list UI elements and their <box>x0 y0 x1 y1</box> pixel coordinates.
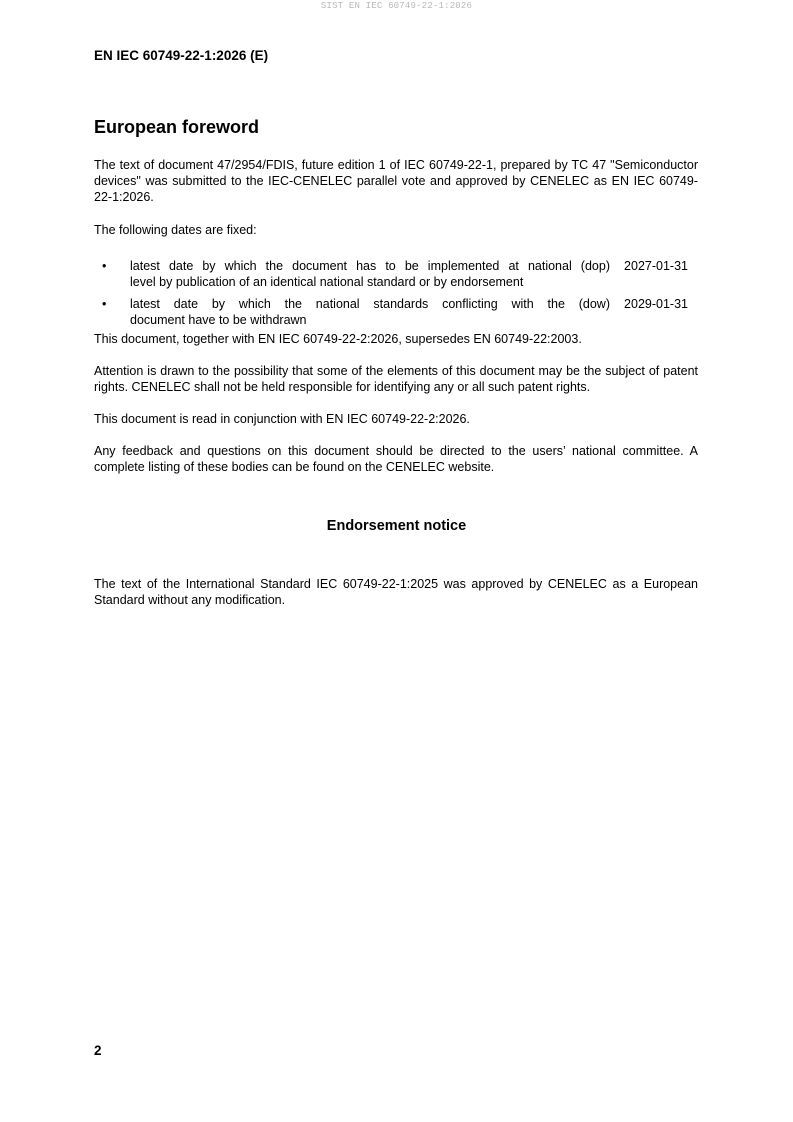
bullet-icon: • <box>102 297 107 311</box>
dates-row-line2: document have to be withdrawn <box>130 313 307 327</box>
dates-intro <box>94 222 698 238</box>
endorsement-title: Endorsement notice <box>326 518 467 534</box>
patent-text: Attention is drawn to the possibility that some of the elements of this document may be the subject of patent rights. CENELEC shall not be held responsible for identifying any or all such patent rights. <box>94 364 698 394</box>
foreword-intro-text: The text of document 47/2954/FDIS, future edition 1 of IEC 60749-22-1, prepared by TC 47 "Semiconductor devices" was submitted to the IEC-CENELEC parallel vote and approved by CENELEC as EN IEC 60749-22-1:2026. <box>94 158 698 204</box>
dates-row-dow <box>94 296 698 328</box>
conjunction-paragraph <box>94 411 698 427</box>
patent-paragraph <box>94 363 698 395</box>
dates-row-description <box>130 258 610 290</box>
dates-intro-text: The following dates are fixed: <box>94 223 257 237</box>
dates-row-date: 2027-01-31 <box>624 259 688 273</box>
dates-table <box>94 258 698 328</box>
feedback-text: Any feedback and questions on this document should be directed to the users’ national committee. A complete listing of these bodies can be found on the CENELEC website. <box>94 444 698 474</box>
dates-row-line1: latest date by which the document has to be implemented at national (dop) <box>130 259 610 273</box>
endorsement-paragraph <box>94 576 698 608</box>
endorsement-text: The text of the International Standard IEC 60749-22-1:2025 was approved by CENELEC as a European Standard without any modification. <box>94 577 698 607</box>
watermark: SIST EN IEC 60749-22-1:2026 <box>320 1 473 11</box>
dates-row-dop <box>94 258 698 290</box>
document-identifier: EN IEC 60749-22-1:2026 (E) <box>94 48 269 63</box>
supersedes-paragraph <box>94 331 698 347</box>
page-number: 2 <box>94 1043 102 1058</box>
conjunction-text: This document is read in conjunction with EN IEC 60749-22-2:2026. <box>94 412 470 426</box>
bullet-icon: • <box>102 259 107 273</box>
dates-row-line1: latest date by which the national standards conflicting with the (dow) <box>130 297 610 311</box>
supersedes-text: This document, together with EN IEC 60749-22-2:2026, supersedes EN 60749-22:2003. <box>94 332 582 346</box>
feedback-paragraph <box>94 443 698 475</box>
foreword-title: European foreword <box>94 117 260 137</box>
foreword-intro <box>94 157 698 205</box>
dates-row-description <box>130 296 610 328</box>
dates-row-line2: level by publication of an identical national standard or by endorsement <box>130 275 524 289</box>
dates-row-date: 2029-01-31 <box>624 297 688 311</box>
